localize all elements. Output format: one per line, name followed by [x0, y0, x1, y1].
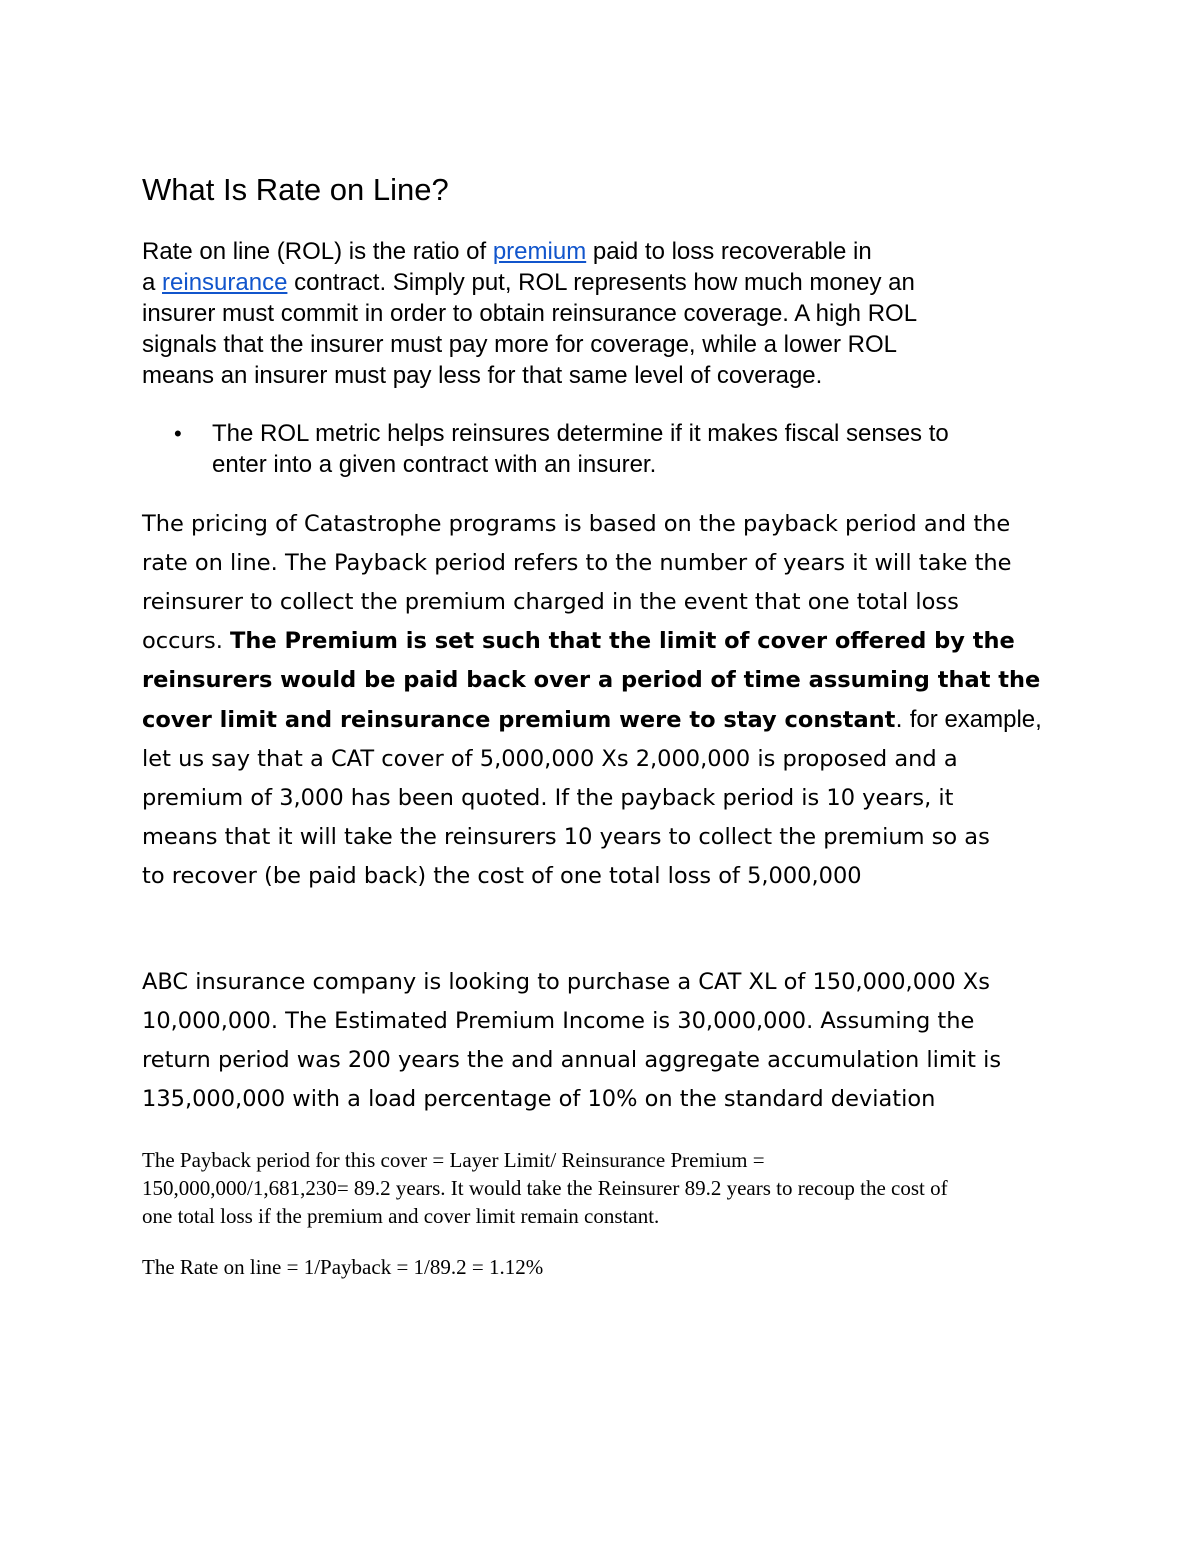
bullet-marker-icon: • — [174, 421, 182, 446]
page-title: What Is Rate on Line? — [142, 172, 449, 207]
abc-line-4: 135,000,000 with a load percentage of 10% on the standard deviation — [142, 1086, 936, 1112]
pricing-line-10: to recover (be paid back) the cost of one total loss of 5,000,000 — [142, 863, 862, 889]
pricing-line-5: reinsurers would be paid back over a period of time assuming that the — [142, 667, 1041, 693]
payback-calculation — [142, 1146, 1072, 1230]
pricing-line-1: The pricing of Catastrophe programs is based on the payback period and the — [142, 511, 1011, 537]
abc-line-1: ABC insurance company is looking to purchase a CAT XL of 150,000,000 Xs — [142, 969, 990, 995]
rate-on-line-formula: The Rate on line = 1/Payback = 1/89.2 = 1.12% — [142, 1255, 544, 1279]
reinsurance-link[interactable]: reinsurance — [162, 269, 288, 296]
pricing-line-9: means that it will take the reinsurers 10 years to collect the premium so as — [142, 824, 990, 850]
pricing-line-4: occurs. The Premium is set such that the limit of cover offered by the — [142, 628, 1015, 654]
bullet-list — [142, 418, 1062, 480]
intro-paragraph — [142, 236, 1062, 391]
payback-line-1: The Payback period for this cover = Layer Limit/ Reinsurance Premium = — [142, 1148, 765, 1172]
pricing-line-6: cover limit and reinsurance premium were to stay constant. for example, — [142, 706, 1042, 733]
payback-line-3: one total loss if the premium and cover limit remain constant. — [142, 1204, 660, 1228]
abc-line-2: 10,000,000. The Estimated Premium Income is 30,000,000. Assuming the — [142, 1008, 975, 1034]
bold-premium-statement: The Premium is set such that the limit of cover offered by the — [230, 628, 1015, 654]
pricing-paragraph — [142, 505, 1072, 896]
payback-line-2: 150,000,000/1,681,230= 89.2 years. It would take the Reinsurer 89.2 years to recoup the cost of — [142, 1176, 948, 1200]
intro-line-5: means an insurer must pay less for that same level of coverage. — [142, 362, 823, 389]
intro-line-1: Rate on line (ROL) is the ratio of premium paid to loss recoverable in — [142, 238, 872, 265]
pricing-line-2: rate on line. The Payback period refers to the number of years it will take the — [142, 550, 1012, 576]
abc-line-3: return period was 200 years the and annual aggregate accumulation limit is — [142, 1047, 1002, 1073]
intro-line-2: a reinsurance contract. Simply put, ROL represents how much money an — [142, 269, 915, 296]
bullet-item — [142, 418, 1062, 480]
pricing-line-7: let us say that a CAT cover of 5,000,000 Xs 2,000,000 is proposed and a — [142, 746, 958, 772]
bullet-line-2: enter into a given contract with an insurer. — [212, 451, 657, 478]
bullet-line-1: The ROL metric helps reinsures determine if it makes fiscal senses to — [212, 420, 949, 447]
intro-line-3: insurer must commit in order to obtain reinsurance coverage. A high ROL — [142, 300, 918, 327]
intro-line-4: signals that the insurer must pay more for coverage, while a lower ROL — [142, 331, 898, 358]
pricing-line-8: premium of 3,000 has been quoted. If the payback period is 10 years, it — [142, 785, 954, 811]
premium-link[interactable]: premium — [492, 238, 587, 265]
pricing-line-3: reinsurer to collect the premium charged in the event that one total loss — [142, 589, 959, 615]
abc-example-paragraph — [142, 963, 1072, 1119]
